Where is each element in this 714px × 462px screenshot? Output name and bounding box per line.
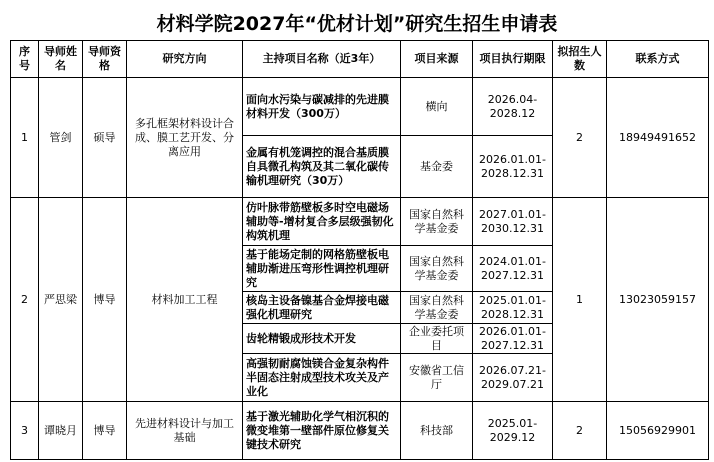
table-row [11,402,709,460]
project-source-cell: 横向 [401,78,473,136]
project-name-cell: 核岛主设备镍基合金焊接电磁强化机理研究 [243,292,401,324]
contact-cell: 13023059157 [607,198,709,402]
project-period-cell: 2026.01.01-2028.12.31 [473,136,553,198]
project-period-cell: 2026.04-2028.12 [473,78,553,136]
quota-cell: 2 [553,78,607,198]
header-project-period: 项目执行期限 [473,41,553,78]
header-research-direction: 研究方向 [127,41,243,78]
research-direction-cell: 先进材料设计与加工基础 [127,402,243,460]
project-period-cell: 2026.07.21-2029.07.21 [473,354,553,402]
project-source-cell: 国家自然科学基金委 [401,292,473,324]
project-source-cell: 安徽省工信厅 [401,354,473,402]
research-direction-cell: 多孔框架材料设计合成、膜工艺开发、分离应用 [127,78,243,198]
project-source-cell: 科技部 [401,402,473,460]
seq-cell: 1 [11,78,39,198]
project-name-cell: 面向水污染与碳减排的先进膜材料开发（300万） [243,78,401,136]
header-advisor-name: 导师姓名 [39,41,83,78]
project-name-cell: 齿轮精锻成形技术开发 [243,324,401,354]
project-period-cell: 2027.01.01-2030.12.31 [473,198,553,246]
project-name-cell: 金属有机笼调控的混合基质膜自具微孔构筑及其二氧化碳传输机理研究（30万） [243,136,401,198]
form-title: 材料学院2027年“优材计划”研究生招生申请表 [156,13,558,35]
project-source-cell: 企业委托项目 [401,324,473,354]
table-row [11,198,709,246]
research-direction-cell: 材料加工工程 [127,198,243,402]
advisor-qualification-cell: 博导 [83,198,127,402]
advisor-name-cell: 谭晓月 [39,402,83,460]
advisor-name-cell: 管剑 [39,78,83,198]
advisor-name-cell: 严思梁 [39,198,83,402]
project-period-cell: 2026.01.01-2027.12.31 [473,324,553,354]
seq-cell: 2 [11,198,39,402]
header-project-name: 主持项目名称（近3年） [243,41,401,78]
quota-cell: 1 [553,198,607,402]
quota-cell: 2 [553,402,607,460]
project-name-cell: 基于激光辅助化学气相沉积的微变堆第一壁部件原位修复关键技术研究 [243,402,401,460]
header-quota: 拟招生人数 [553,41,607,78]
contact-cell: 15056929901 [607,402,709,460]
header-advisor-qualification: 导师资格 [83,41,127,78]
application-table [10,40,709,460]
header-seq: 序号 [11,41,39,78]
project-source-cell: 基金委 [401,136,473,198]
header-project-source: 项目来源 [401,41,473,78]
seq-cell: 3 [11,402,39,460]
project-name-cell: 高强韧耐腐蚀镁合金复杂构件半固态注射成型技术攻关及产业化 [243,354,401,402]
advisor-qualification-cell: 硕导 [83,78,127,198]
advisor-qualification-cell: 博导 [83,402,127,460]
contact-cell: 18949491652 [607,78,709,198]
project-source-cell: 国家自然科学基金委 [401,198,473,246]
project-name-cell: 仿叶脉带筋壁板多时空电磁场辅助等-增材复合多层级强韧化构筑机理 [243,198,401,246]
project-period-cell: 2025.01.01-2028.12.31 [473,292,553,324]
project-period-cell: 2025.01-2029.12 [473,402,553,460]
header-row [11,41,709,78]
header-contact: 联系方式 [607,41,709,78]
table-row [11,78,709,136]
project-source-cell: 国家自然科学基金委 [401,246,473,292]
project-period-cell: 2024.01.01-2027.12.31 [473,246,553,292]
project-name-cell: 基于能场定制的网格筋壁板电辅助渐进压弯形性调控机理研究 [243,246,401,292]
